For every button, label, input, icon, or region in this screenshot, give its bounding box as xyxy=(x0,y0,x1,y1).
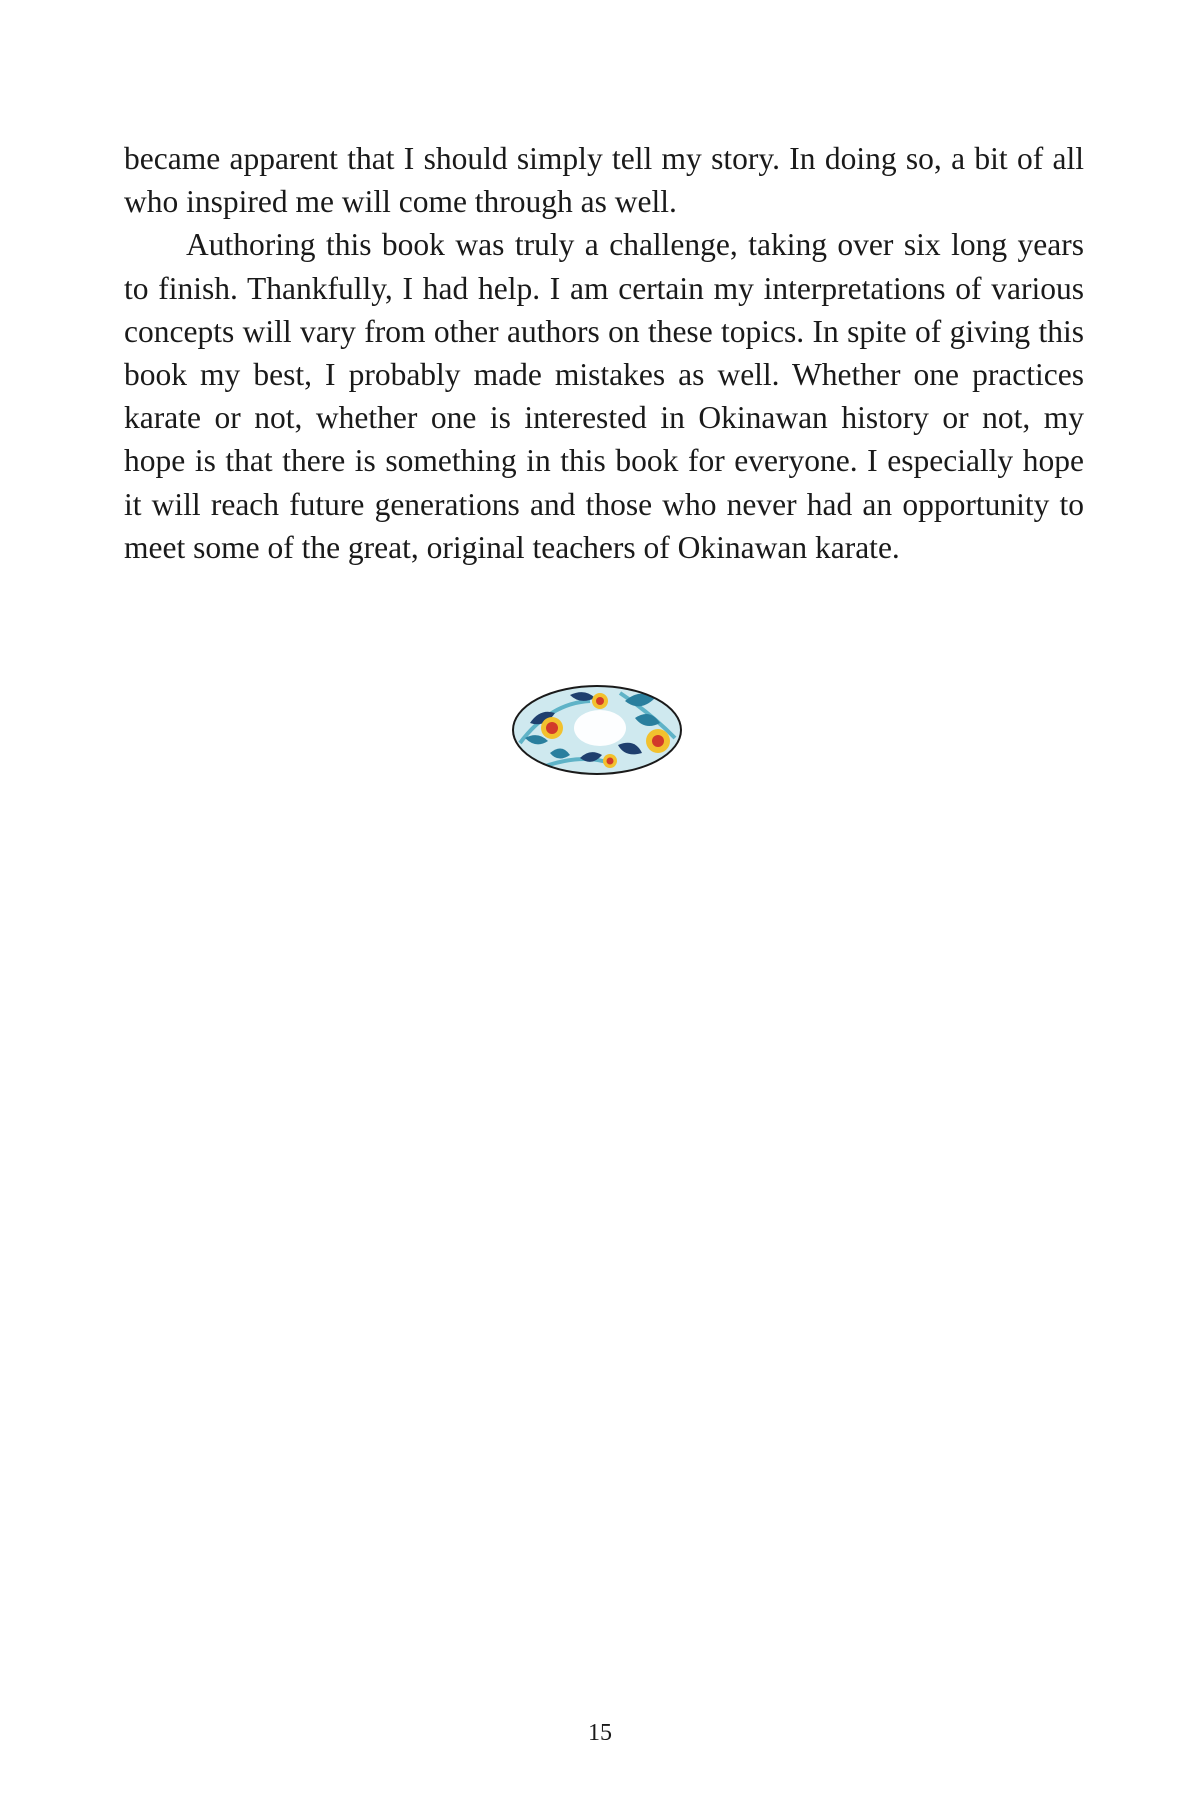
paragraph-authoring: Authoring this book was truly a challenge, taking over six long years to finish. Thankfully, I had help. I am certain my interpretations of various concepts will vary from other authors on these topics. In spite of giving this book my best, I probably made mistakes as well. Whether one practices karate or not, whether one is interested in Okinawan history or not, my hope is that there is something in this book for everyone. I especially hope it will reach future generations and those who never had an opportunity to meet some of the great, original teachers of Okinawan karate. xyxy=(124,227,1084,565)
paragraph-continuation: became apparent that I should simply tell my story. In doing so, a bit of all who inspired me will come through as well. xyxy=(124,141,1084,220)
page-number: 15 xyxy=(588,1720,612,1746)
floral-oval-ornament-icon xyxy=(510,683,684,777)
body-text xyxy=(124,137,1084,569)
